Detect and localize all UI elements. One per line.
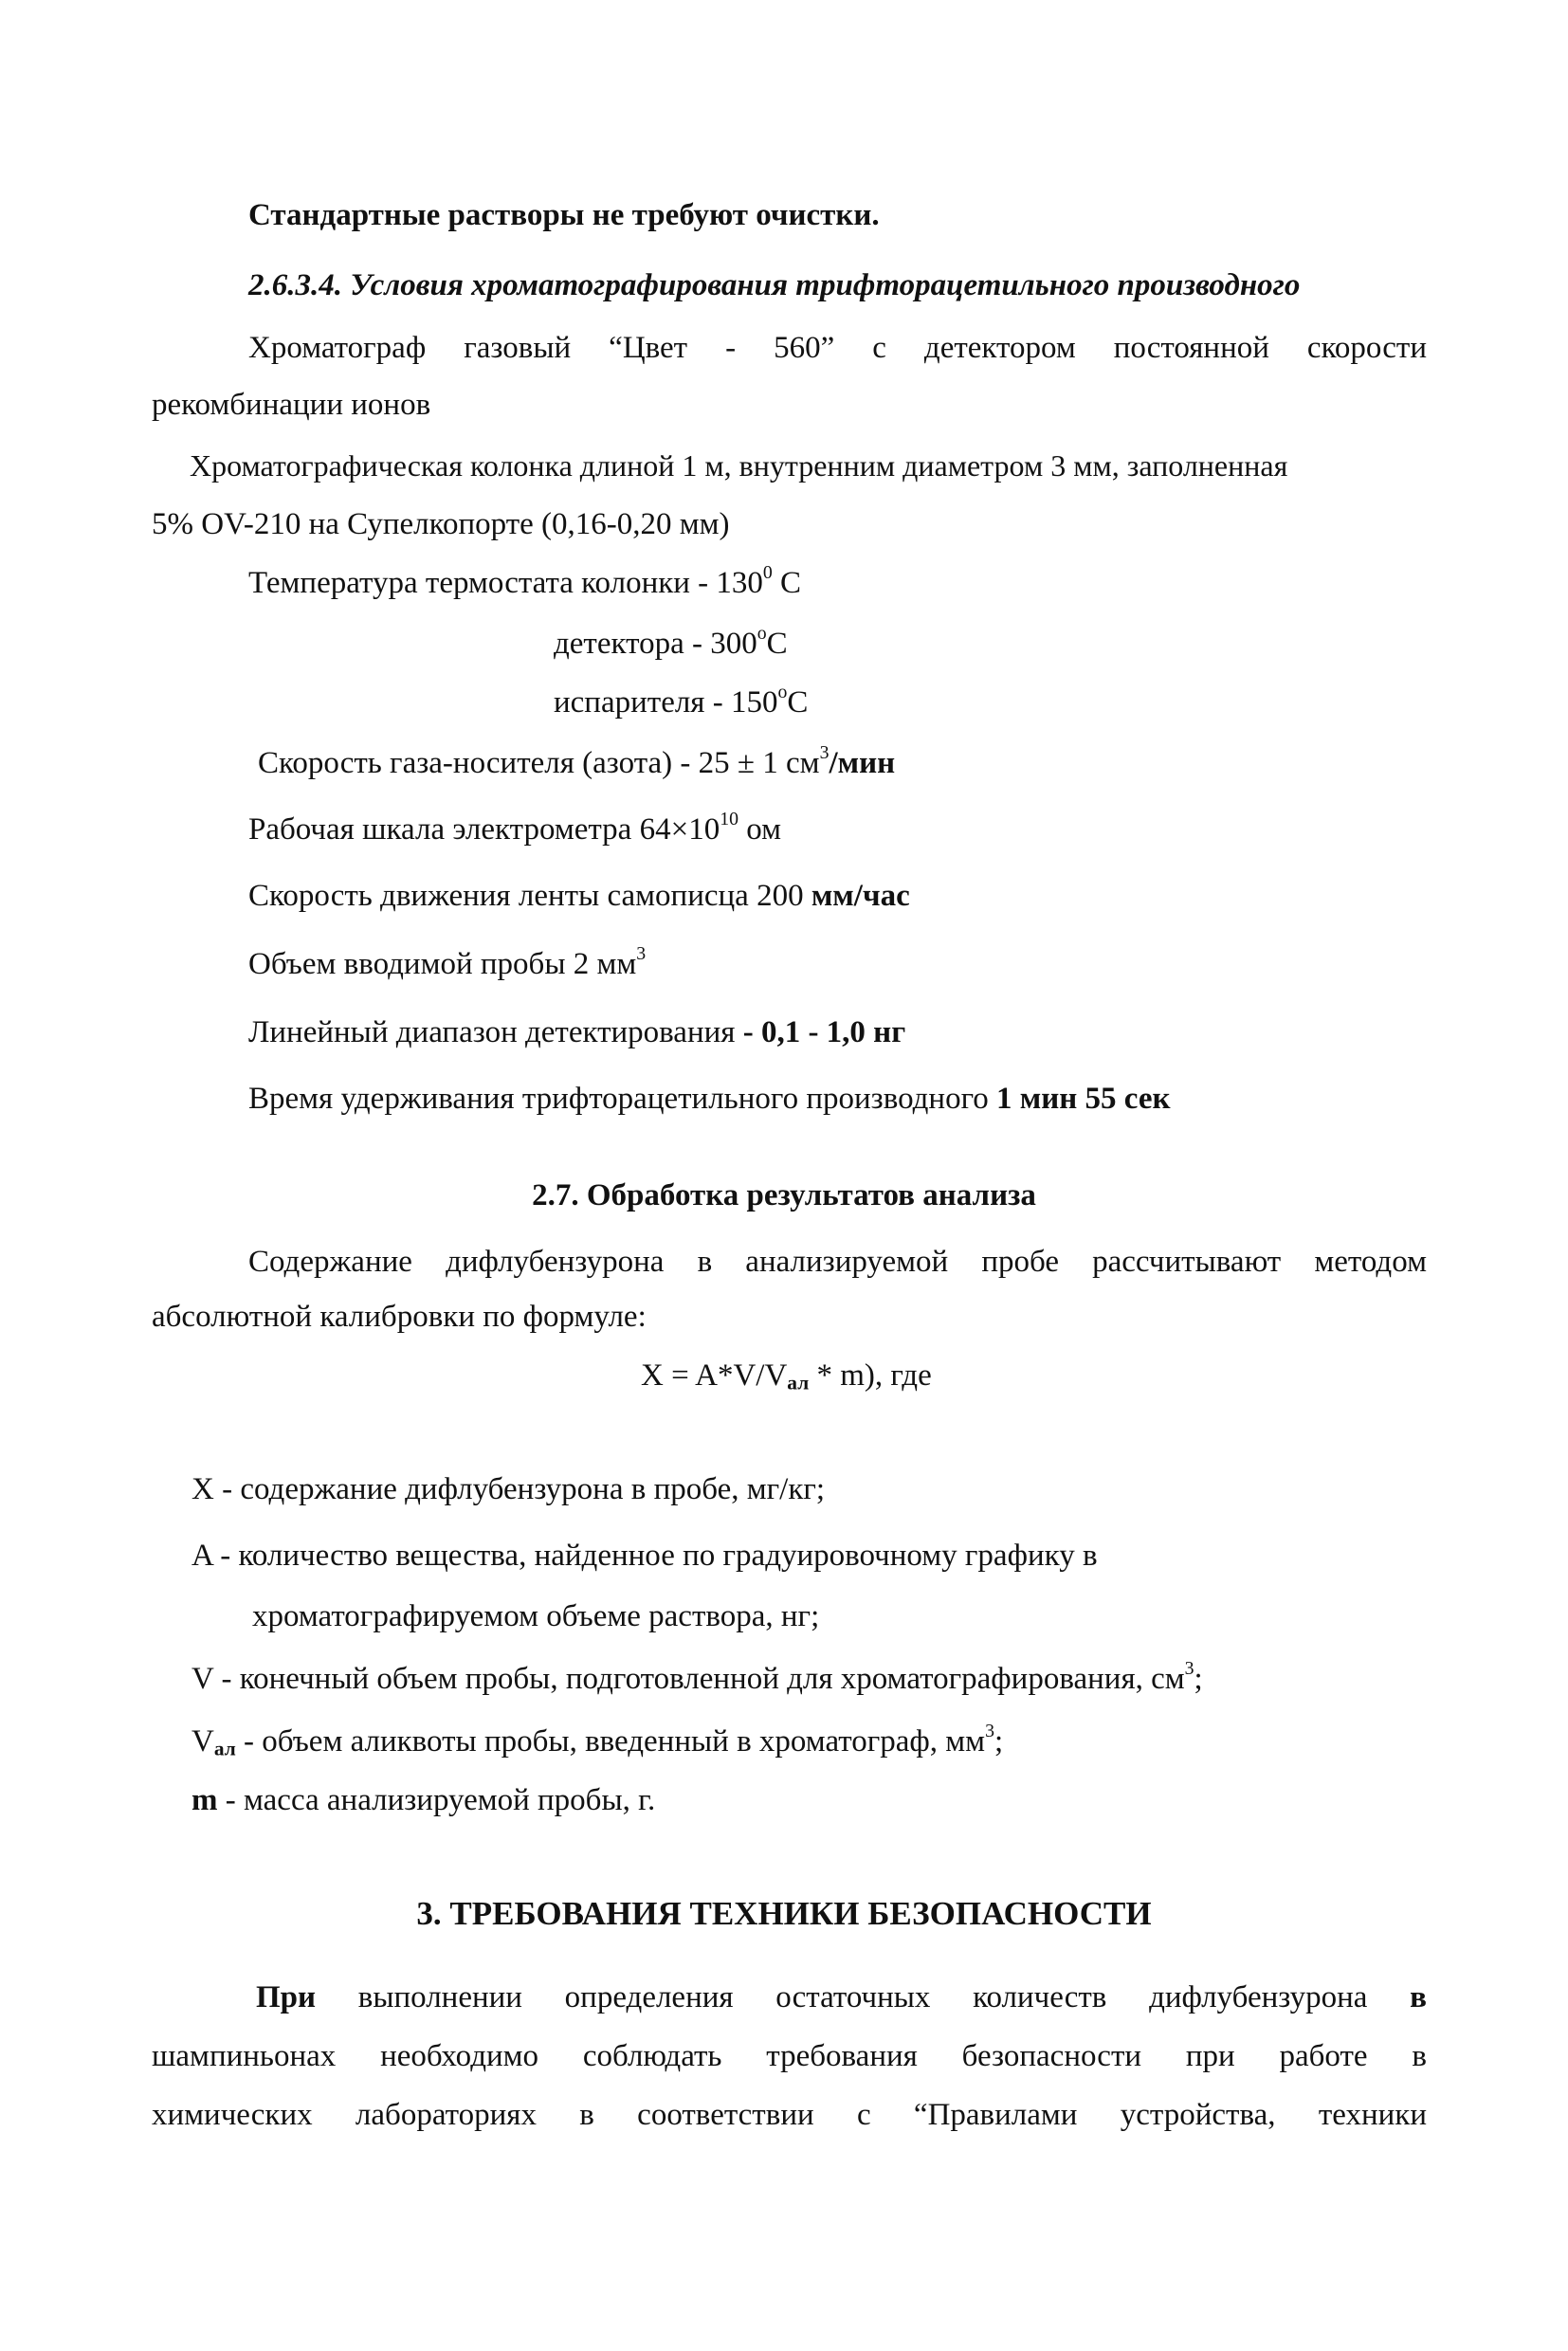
- subscript: ал: [213, 1737, 236, 1760]
- unit: /мин: [829, 746, 896, 780]
- scale-text: Рабочая шкала электрометра 64×10: [248, 812, 720, 847]
- word: соответствии: [637, 2098, 814, 2132]
- chromatograph-line: [248, 330, 1427, 368]
- symbol: X: [191, 1472, 214, 1506]
- word: техники: [1318, 2098, 1427, 2132]
- word: детектором: [923, 331, 1076, 365]
- superscript: 3: [636, 943, 647, 965]
- word: в: [1410, 1980, 1427, 2014]
- word: дифлубензурона: [446, 1245, 665, 1279]
- punctuation: ;: [994, 1724, 1004, 1759]
- word: -: [725, 331, 737, 365]
- word: постоянной: [1113, 331, 1269, 365]
- section-27-paragraph-line-2: абсолютной калибровки по формуле:: [152, 1300, 647, 1334]
- superscript: 3: [1184, 1658, 1194, 1680]
- electrometer-scale: [248, 811, 781, 849]
- def-a: [191, 1538, 1098, 1576]
- word: выполнении: [357, 1980, 522, 2014]
- degree-sign: 0: [762, 562, 773, 584]
- superscript: 3: [985, 1721, 994, 1742]
- word: газовый: [464, 331, 572, 365]
- definition-text: - конечный объем пробы, подготовленной для хроматографирования, см: [213, 1662, 1185, 1696]
- linear-range-text: Линейный диапазон детектирования: [248, 1015, 743, 1049]
- definition-text: - масса анализируемой пробы, г.: [217, 1783, 656, 1817]
- temp-evaporator-text: испарителя - 150: [554, 685, 778, 720]
- def-val: [191, 1723, 1003, 1761]
- section-3-line-1: [256, 1979, 1427, 2017]
- word: устройства,: [1120, 2098, 1276, 2132]
- chromatograph-line-cont: рекомбинации ионов: [152, 388, 431, 422]
- word: с: [856, 2098, 871, 2132]
- word: остаточных: [775, 1980, 931, 2014]
- section-3-line-2: [152, 2038, 1427, 2076]
- intro-note: Стандартные растворы не требуют очистки.: [248, 198, 880, 232]
- superscript: 3: [819, 742, 830, 764]
- column-line-2: 5% OV-210 на Супелкопорте (0,16-0,20 мм): [152, 507, 730, 541]
- retention-time: [248, 1081, 1171, 1119]
- word: с: [872, 331, 886, 365]
- word: необходимо: [380, 2039, 539, 2073]
- word: 560”: [774, 331, 835, 365]
- word: безопасности: [961, 2039, 1142, 2073]
- linear-range: [248, 1014, 905, 1052]
- definition-text: хроматографируемом объеме раствора, нг;: [252, 1599, 820, 1633]
- formula: [641, 1358, 932, 1395]
- symbol: V: [191, 1662, 214, 1696]
- word: в: [697, 1245, 713, 1279]
- word: соблюдать: [582, 2039, 722, 2073]
- def-v: [191, 1658, 1203, 1699]
- def-m: [191, 1782, 655, 1820]
- degree-sign: o: [777, 682, 788, 703]
- word: рассчитывают: [1092, 1245, 1282, 1279]
- word: при: [1185, 2039, 1235, 2073]
- symbol: V: [191, 1724, 214, 1759]
- word: химических: [152, 2098, 313, 2132]
- word: количеств: [973, 1980, 1107, 2014]
- column-line-1: Хроматографическая колонка длиной 1 м, внутренним диаметром 3 мм, заполненная: [190, 448, 1288, 483]
- temp-detector-text: детектора - 300: [554, 627, 757, 661]
- section-3-line-3: [152, 2097, 1427, 2135]
- word: При: [256, 1980, 317, 2014]
- word: скорости: [1306, 331, 1427, 365]
- word: пробе: [981, 1245, 1059, 1279]
- definition-text: - содержание дифлубензурона в пробе, мг/кг;: [213, 1472, 826, 1506]
- sample-volume: [248, 943, 647, 984]
- unit: С: [780, 566, 802, 600]
- word: шампиньонах: [152, 2039, 337, 2073]
- formula-text: X = A*V/V: [641, 1358, 788, 1393]
- word: “Правилами: [913, 2098, 1078, 2132]
- word: работе: [1279, 2039, 1368, 2073]
- word: требования: [766, 2039, 918, 2073]
- word: в: [579, 2098, 594, 2132]
- superscript: 10: [720, 809, 738, 830]
- unit: мм/час: [811, 879, 910, 913]
- temp-column-text: Температура термостата колонки - 130: [248, 566, 763, 600]
- word: Содержание: [248, 1245, 412, 1279]
- retention-text: Время удерживания трифторацетильного производного: [248, 1082, 997, 1116]
- temp-detector: [554, 623, 788, 664]
- unit: С: [787, 685, 809, 720]
- temp-column: [248, 562, 802, 603]
- temp-evaporator: [554, 684, 808, 722]
- symbol: A: [191, 1539, 213, 1573]
- unit: ом: [738, 812, 781, 847]
- word: определения: [564, 1980, 734, 2014]
- degree-sign: o: [757, 623, 767, 645]
- formula-text: * m), где: [809, 1358, 932, 1393]
- word: в: [1412, 2039, 1427, 2073]
- tape-speed: [248, 878, 910, 916]
- def-a-cont: [252, 1598, 819, 1636]
- symbol: m: [191, 1783, 218, 1817]
- carrier-gas-text: Скорость газа-носителя (азота) - 25 ± 1 см: [258, 746, 820, 780]
- carrier-gas-speed: [258, 742, 896, 783]
- punctuation: ;: [1194, 1662, 1203, 1696]
- word: методом: [1314, 1245, 1427, 1279]
- value: 1 мин 55 сек: [996, 1082, 1171, 1116]
- word: анализируемой: [745, 1245, 949, 1279]
- word: лабораториях: [355, 2098, 537, 2132]
- word: дифлубензурона: [1149, 1980, 1368, 2014]
- word: “Цвет: [609, 331, 688, 365]
- definition-text: - объем аликвоты пробы, введенный в хроматограф, мм: [235, 1724, 986, 1759]
- definition-text: - количество вещества, найденное по градуировочному графику в: [212, 1539, 1098, 1573]
- subscript: ал: [787, 1371, 810, 1394]
- section-27-heading: 2.7. Обработка результатов анализа: [532, 1178, 1036, 1212]
- section-2634-heading: 2.6.3.4. Условия хроматографирования трифторацетильного производного: [248, 268, 1301, 302]
- word: Хроматограф: [248, 331, 427, 365]
- tape-speed-text: Скорость движения ленты самописца 200: [248, 879, 811, 913]
- section-3-heading: 3. ТРЕБОВАНИЯ ТЕХНИКИ БЕЗОПАСНОСТИ: [416, 1895, 1152, 1932]
- unit: С: [766, 627, 788, 661]
- def-x: [191, 1471, 825, 1509]
- section-27-paragraph-line-1: [248, 1244, 1427, 1282]
- value: - 0,1 - 1,0 нг: [742, 1015, 906, 1049]
- sample-volume-text: Объем вводимой пробы 2 мм: [248, 947, 637, 981]
